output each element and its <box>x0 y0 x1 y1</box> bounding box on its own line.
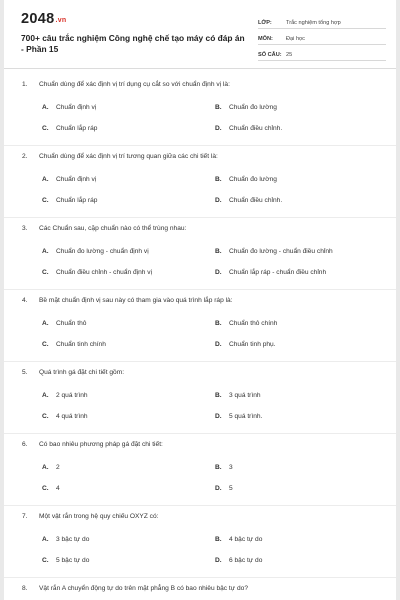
question-text <box>22 153 218 160</box>
option-letter: C. <box>42 269 49 276</box>
option-letter: C. <box>42 485 49 492</box>
option-letter: B. <box>215 464 222 471</box>
meta-value: Trắc nghiệm tổng hợp <box>286 20 341 26</box>
question-number: 7. <box>22 513 28 520</box>
option-b[interactable] <box>215 464 233 471</box>
option-letter: C. <box>42 557 49 564</box>
option-a[interactable] <box>42 320 86 327</box>
option-text: Chuẩn đo lường <box>229 176 277 183</box>
option-text: Chuẩn lắp ráp - chuẩn điều chỉnh <box>229 269 327 276</box>
option-letter: B. <box>215 104 222 111</box>
option-c[interactable] <box>42 341 106 348</box>
option-letter: C. <box>42 125 49 132</box>
option-d[interactable] <box>215 485 233 492</box>
question-item <box>4 362 396 434</box>
question-item <box>4 434 396 506</box>
option-d[interactable] <box>215 269 326 276</box>
option-text: 6 bậc tự do <box>229 557 263 564</box>
option-text: Chuẩn điều chỉnh - chuẩn định vị <box>56 269 153 276</box>
option-text: Chuẩn đo lường <box>229 104 277 111</box>
option-text: 4 bậc tự do <box>229 536 263 543</box>
meta-row-class <box>258 15 386 29</box>
option-text: 5 <box>229 485 233 492</box>
option-letter: B. <box>215 536 222 543</box>
meta-label: LỚP: <box>258 20 272 26</box>
option-text: 4 quá trình <box>56 413 88 420</box>
option-text: Chuẩn thô <box>56 320 87 327</box>
site-logo[interactable] <box>21 11 66 27</box>
option-b[interactable] <box>215 176 277 183</box>
option-a[interactable] <box>42 176 96 183</box>
logo-suffix: .vn <box>55 17 67 24</box>
option-letter: B. <box>215 392 222 399</box>
option-text: 5 quá trình. <box>229 413 263 420</box>
option-letter: B. <box>215 248 222 255</box>
option-text: 4 <box>56 485 60 492</box>
option-letter: A. <box>42 536 49 543</box>
option-d[interactable] <box>215 557 262 564</box>
question-item <box>4 506 396 578</box>
question-item <box>4 578 396 600</box>
option-letter: D. <box>215 341 222 348</box>
meta-label: MÔN: <box>258 36 273 42</box>
option-text: 3 quá trình <box>229 392 261 399</box>
option-b[interactable] <box>215 536 262 543</box>
question-text <box>22 225 186 232</box>
option-letter: D. <box>215 269 222 276</box>
question-item <box>4 290 396 362</box>
logo-text: 2048 <box>21 11 55 27</box>
question-text <box>22 585 248 592</box>
question-stem: Có bao nhiêu phương pháp gá đặt chi tiết: <box>39 441 163 448</box>
option-letter: D. <box>215 557 222 564</box>
question-text <box>22 441 163 448</box>
option-d[interactable] <box>215 197 282 204</box>
option-c[interactable] <box>42 125 97 132</box>
option-letter: A. <box>42 392 49 399</box>
option-letter: B. <box>215 320 222 327</box>
document-page <box>4 0 396 600</box>
option-text: 2 <box>56 464 60 471</box>
option-letter: D. <box>215 413 222 420</box>
meta-label: SỐ CÂU: <box>258 52 282 58</box>
question-number: 8. <box>22 585 28 592</box>
option-b[interactable] <box>215 248 333 255</box>
option-letter: A. <box>42 104 49 111</box>
question-list <box>4 74 396 600</box>
option-letter: C. <box>42 197 49 204</box>
option-c[interactable] <box>42 413 88 420</box>
option-text: Chuẩn điều chỉnh. <box>229 125 283 132</box>
option-text: Chuẩn thô chính <box>229 320 278 327</box>
question-stem: Bề mặt chuẩn định vị sau này có tham gia vào quá trình lắp ráp là: <box>39 297 233 304</box>
option-text: 3 <box>229 464 233 471</box>
option-text: Chuẩn lắp ráp <box>56 197 98 204</box>
question-number: 6. <box>22 441 28 448</box>
question-stem: Chuẩn dùng để xác định vị trí tương quan giữa các chi tiết là: <box>39 153 218 160</box>
question-text <box>22 81 230 88</box>
option-letter: D. <box>215 125 222 132</box>
option-text: Chuẩn định vị <box>56 176 97 183</box>
question-item <box>4 146 396 218</box>
question-number: 3. <box>22 225 28 232</box>
question-number: 4. <box>22 297 28 304</box>
option-c[interactable] <box>42 197 97 204</box>
option-d[interactable] <box>215 125 282 132</box>
option-a[interactable] <box>42 464 60 471</box>
option-c[interactable] <box>42 557 89 564</box>
option-letter: D. <box>215 485 222 492</box>
option-b[interactable] <box>215 104 277 111</box>
option-d[interactable] <box>215 413 262 420</box>
meta-row-count <box>258 47 386 61</box>
option-letter: A. <box>42 248 49 255</box>
question-stem: Một vật rắn trong hệ quy chiếu OXYZ có: <box>39 513 159 520</box>
option-text: 3 bậc tự do <box>56 536 90 543</box>
question-stem: Vật rắn A chuyển động tự do trên mặt phẳng B có bao nhiêu bậc tự do? <box>39 585 248 592</box>
question-stem: Các Chuẩn sau, cặp chuẩn nào có thể trùng nhau: <box>39 225 187 232</box>
option-letter: B. <box>215 176 222 183</box>
option-text: Chuẩn lắp ráp <box>56 125 98 132</box>
question-number: 1. <box>22 81 28 88</box>
option-letter: C. <box>42 341 49 348</box>
option-a[interactable] <box>42 392 88 399</box>
option-text: 2 quá trình <box>56 392 88 399</box>
option-text: Chuẩn định vị <box>56 104 97 111</box>
question-stem: Quá trình gá đặt chi tiết gồm: <box>39 369 125 376</box>
option-d[interactable] <box>215 341 276 348</box>
meta-value: 25 <box>286 52 293 58</box>
option-a[interactable] <box>42 248 149 255</box>
option-text: Chuẩn đo lường - chuẩn điều chỉnh <box>229 248 333 255</box>
option-letter: C. <box>42 413 49 420</box>
option-letter: D. <box>215 197 222 204</box>
question-number: 2. <box>22 153 28 160</box>
option-b[interactable] <box>215 320 277 327</box>
option-letter: A. <box>42 320 49 327</box>
header-divider <box>4 68 396 69</box>
option-text: 5 bậc tự do <box>56 557 90 564</box>
question-text <box>22 297 233 304</box>
option-text: Chuẩn tinh phụ. <box>229 341 276 348</box>
option-text: Chuẩn tinh chính <box>56 341 106 348</box>
option-b[interactable] <box>215 392 261 399</box>
question-stem: Chuẩn dùng để xác định vị trí dụng cụ cắt so với chuẩn định vị là: <box>39 81 230 88</box>
question-text <box>22 369 124 376</box>
document-title: 700+ câu trắc nghiệm Công nghệ chế tạo máy có đáp án - Phần 15 <box>21 33 245 54</box>
document-header <box>4 0 396 64</box>
meta-info <box>258 15 386 63</box>
option-a[interactable] <box>42 536 89 543</box>
option-c[interactable] <box>42 269 152 276</box>
option-letter: A. <box>42 176 49 183</box>
option-a[interactable] <box>42 104 96 111</box>
question-item <box>4 218 396 290</box>
option-letter: A. <box>42 464 49 471</box>
meta-value: Đại học <box>286 36 305 42</box>
question-text <box>22 513 158 520</box>
option-text: Chuẩn điều chỉnh. <box>229 197 283 204</box>
question-item <box>4 74 396 146</box>
question-number: 5. <box>22 369 28 376</box>
option-text: Chuẩn đo lường - chuẩn định vị <box>56 248 149 255</box>
option-c[interactable] <box>42 485 60 492</box>
meta-row-subject <box>258 31 386 45</box>
